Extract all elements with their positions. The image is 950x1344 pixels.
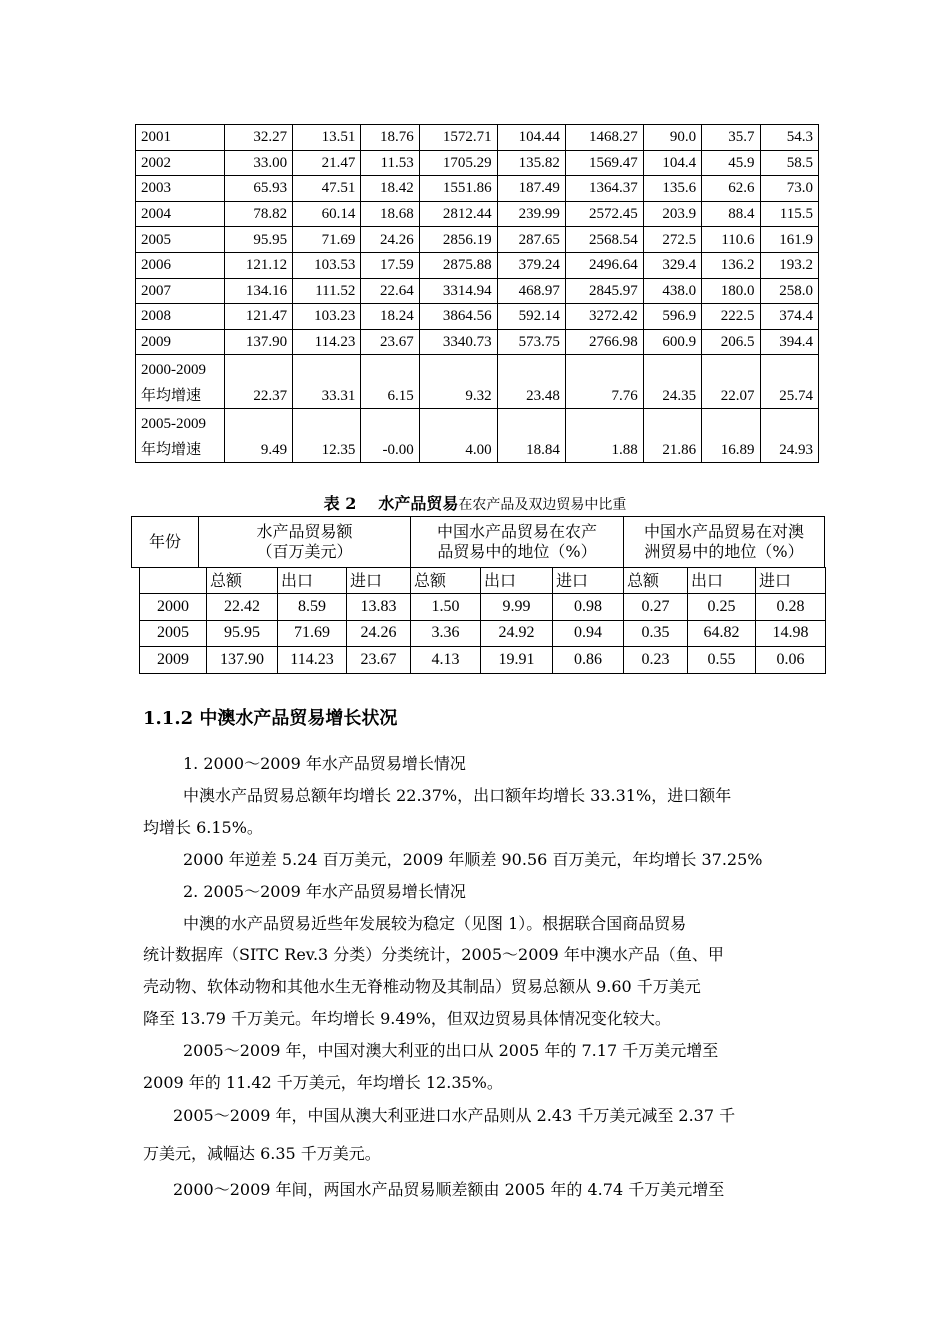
year-cell: 2009 [139, 646, 207, 674]
value-cell: 3864.56 [419, 304, 497, 330]
period-range: 2005-2009 [141, 416, 206, 433]
value-cell: 1.88 [565, 409, 643, 463]
value-cell: 71.69 [293, 227, 361, 253]
value-cell: 88.4 [702, 201, 760, 227]
value-cell: 25.74 [760, 355, 818, 409]
year-cell: 2008 [136, 304, 225, 330]
sub-header: 进口 [346, 567, 411, 594]
caption-bold: 水产品贸易 [378, 494, 459, 513]
value-cell: 115.5 [760, 201, 818, 227]
value-cell: 47.51 [293, 176, 361, 202]
value-cell: 0.27 [623, 593, 688, 621]
paragraph-line: 2005～2009 年，中国从澳大利亚进口水产品则从 2.43 千万美元减至 2.37 千 [173, 1106, 736, 1125]
sub-header: 进口 [755, 567, 826, 594]
value-cell: 62.6 [702, 176, 760, 202]
value-cell: 134.16 [225, 278, 293, 304]
value-cell: 19.91 [480, 646, 553, 674]
value-cell: 13.51 [293, 125, 361, 151]
value-cell: 13.83 [346, 593, 411, 621]
year-cell: 2005 [139, 620, 207, 648]
value-cell: 222.5 [702, 304, 760, 330]
year-cell: 2002 [136, 150, 225, 176]
value-cell: 24.26 [361, 227, 419, 253]
sub-header: 总额 [206, 567, 278, 594]
value-cell: 2845.97 [565, 278, 643, 304]
paragraph-line: 2000～2009 年间，两国水产品贸易顺差额由 2005 年的 4.74 千万美元增至 [173, 1180, 725, 1199]
value-cell: 0.25 [687, 593, 756, 621]
value-cell: 22.37 [225, 355, 293, 409]
period-cell [136, 409, 225, 463]
paragraph-line: 壳动物、软体动物和其他水生无脊椎动物及其制品）贸易总额从 9.60 千万美元 [143, 977, 701, 996]
period-label: 年均增速 [141, 440, 202, 459]
paragraph-line: 2000 年逆差 5.24 百万美元，2009 年顺差 90.56 百万美元，年均增长 37.25% [183, 850, 763, 869]
table-row [136, 304, 819, 330]
value-cell: 58.5 [760, 150, 818, 176]
value-cell: 239.99 [497, 201, 565, 227]
value-cell: 0.23 [623, 646, 688, 674]
value-cell: 54.3 [760, 125, 818, 151]
value-cell: 17.59 [361, 252, 419, 278]
value-cell: 9.99 [480, 593, 553, 621]
value-cell: 394.4 [760, 329, 818, 355]
value-cell: 23.67 [346, 646, 411, 674]
value-cell: 379.24 [497, 252, 565, 278]
value-cell: 2572.45 [565, 201, 643, 227]
value-cell: 0.06 [755, 646, 826, 674]
value-cell: 8.59 [277, 593, 347, 621]
value-cell: 0.28 [755, 593, 826, 621]
value-cell: 3340.73 [419, 329, 497, 355]
growth-row [136, 355, 819, 409]
value-cell: 438.0 [643, 278, 701, 304]
value-cell: 272.5 [643, 227, 701, 253]
value-cell: 1569.47 [565, 150, 643, 176]
year-cell: 2004 [136, 201, 225, 227]
value-cell: 73.0 [760, 176, 818, 202]
value-cell: 137.90 [225, 329, 293, 355]
table-row [136, 201, 819, 227]
value-cell: 135.82 [497, 150, 565, 176]
value-cell: 374.4 [760, 304, 818, 330]
value-cell: 45.9 [702, 150, 760, 176]
value-cell: 1364.37 [565, 176, 643, 202]
value-cell: 11.53 [361, 150, 419, 176]
value-cell: 103.53 [293, 252, 361, 278]
value-cell: 161.9 [760, 227, 818, 253]
value-cell: 95.95 [225, 227, 293, 253]
value-cell: 2496.64 [565, 252, 643, 278]
paragraph-line: 万美元，减幅达 6.35 千万美元。 [143, 1144, 381, 1163]
value-cell: 1551.86 [419, 176, 497, 202]
value-cell: 287.65 [497, 227, 565, 253]
value-cell: 110.6 [702, 227, 760, 253]
value-cell: 2812.44 [419, 201, 497, 227]
value-cell: 14.98 [755, 620, 826, 648]
year-cell: 2007 [136, 278, 225, 304]
empty-cell [139, 567, 207, 594]
value-cell: 0.98 [552, 593, 624, 621]
value-cell: 600.9 [643, 329, 701, 355]
paragraph-line: 统计数据库（SITC Rev.3 分类）分类统计，2005～2009 年中澳水产品（鱼、甲 [143, 945, 724, 964]
period-range: 2000-2009 [141, 362, 206, 379]
value-cell: 103.23 [293, 304, 361, 330]
table-row [136, 150, 819, 176]
paragraph-line: 2. 2005～2009 年水产品贸易增长情况 [183, 882, 466, 901]
value-cell: 24.93 [760, 409, 818, 463]
year-header: 年份 [131, 516, 199, 568]
period-label: 年均增速 [141, 386, 202, 405]
value-cell: 258.0 [760, 278, 818, 304]
paragraph-line: 中澳水产品贸易总额年均增长 22.37%，出口额年均增长 33.31%，进口额年 [183, 786, 732, 805]
table-row [136, 176, 819, 202]
value-cell: 135.6 [643, 176, 701, 202]
paragraph-line: 2009 年的 11.42 千万美元，年均增长 12.35%。 [143, 1073, 503, 1092]
value-cell: 23.67 [361, 329, 419, 355]
value-cell: 596.9 [643, 304, 701, 330]
value-cell: 33.31 [293, 355, 361, 409]
value-cell: 1.50 [410, 593, 481, 621]
value-cell: 21.86 [643, 409, 701, 463]
table-row [136, 278, 819, 304]
paragraph-line: 均增长 6.15%。 [143, 818, 263, 837]
value-cell: 2875.88 [419, 252, 497, 278]
value-cell: 9.32 [419, 355, 497, 409]
caption-rest: 在农产品及双边贸易中比重 [458, 497, 627, 513]
share-table [131, 516, 825, 672]
value-cell: 180.0 [702, 278, 760, 304]
value-cell: 24.35 [643, 355, 701, 409]
table-row [136, 252, 819, 278]
value-cell: 16.89 [702, 409, 760, 463]
value-cell: 21.47 [293, 150, 361, 176]
value-cell: 9.49 [225, 409, 293, 463]
year-cell: 2001 [136, 125, 225, 151]
sub-header: 总额 [410, 567, 481, 594]
value-cell: 2856.19 [419, 227, 497, 253]
period-cell [136, 355, 225, 409]
sub-header: 出口 [687, 567, 756, 594]
value-cell: 18.24 [361, 304, 419, 330]
value-cell: 3.36 [410, 620, 481, 648]
value-cell: 206.5 [702, 329, 760, 355]
group1-header: 水产品贸易额 （百万美元） [198, 516, 411, 568]
value-cell: 78.82 [225, 201, 293, 227]
year-cell: 2003 [136, 176, 225, 202]
value-cell: 6.15 [361, 355, 419, 409]
year-cell: 2009 [136, 329, 225, 355]
table-row [136, 227, 819, 253]
value-cell: 329.4 [643, 252, 701, 278]
value-cell: 121.47 [225, 304, 293, 330]
value-cell: 4.00 [419, 409, 497, 463]
value-cell: 4.13 [410, 646, 481, 674]
value-cell: 1572.71 [419, 125, 497, 151]
table2-caption [0, 494, 950, 515]
value-cell: 22.42 [206, 593, 278, 621]
value-cell: 24.26 [346, 620, 411, 648]
value-cell: 104.4 [643, 150, 701, 176]
paragraph-line: 2005～2009 年，中国对澳大利亚的出口从 2005 年的 7.17 千万美元增至 [183, 1041, 719, 1060]
value-cell: 2568.54 [565, 227, 643, 253]
value-cell: 203.9 [643, 201, 701, 227]
value-cell: 187.49 [497, 176, 565, 202]
value-cell: 0.35 [623, 620, 688, 648]
table-row [136, 329, 819, 355]
value-cell: 65.93 [225, 176, 293, 202]
value-cell: 104.44 [497, 125, 565, 151]
value-cell: 111.52 [293, 278, 361, 304]
value-cell: 136.2 [702, 252, 760, 278]
value-cell: -0.00 [361, 409, 419, 463]
value-cell: 32.27 [225, 125, 293, 151]
value-cell: 7.76 [565, 355, 643, 409]
value-cell: 60.14 [293, 201, 361, 227]
value-cell: 114.23 [293, 329, 361, 355]
sub-header: 出口 [277, 567, 347, 594]
value-cell: 90.0 [643, 125, 701, 151]
paragraph-line: 1. 2000～2009 年水产品贸易增长情况 [183, 754, 466, 773]
year-cell: 2000 [139, 593, 207, 621]
value-cell: 12.35 [293, 409, 361, 463]
sub-header: 总额 [623, 567, 688, 594]
value-cell: 121.12 [225, 252, 293, 278]
table-row [136, 125, 819, 151]
value-cell: 3314.94 [419, 278, 497, 304]
value-cell: 22.07 [702, 355, 760, 409]
value-cell: 18.84 [497, 409, 565, 463]
growth-row [136, 409, 819, 463]
value-cell: 1705.29 [419, 150, 497, 176]
value-cell: 35.7 [702, 125, 760, 151]
caption-label: 表 2 [323, 494, 357, 513]
value-cell: 24.92 [480, 620, 553, 648]
value-cell: 0.55 [687, 646, 756, 674]
sub-header: 进口 [552, 567, 624, 594]
year-cell: 2006 [136, 252, 225, 278]
paragraph-line: 降至 13.79 千万美元。年均增长 9.49%，但双边贸易具体情况变化较大。 [143, 1009, 671, 1028]
value-cell: 22.64 [361, 278, 419, 304]
section-heading: 1.1.2 中澳水产品贸易增长状况 [143, 708, 398, 729]
paragraph-line: 中澳的水产品贸易近些年发展较为稳定（见图 1）。根据联合国商品贸易 [183, 914, 687, 933]
value-cell: 592.14 [497, 304, 565, 330]
value-cell: 2766.98 [565, 329, 643, 355]
group3-header: 中国水产品贸易在对澳 洲贸易中的地位（%） [623, 516, 825, 568]
value-cell: 193.2 [760, 252, 818, 278]
value-cell: 18.76 [361, 125, 419, 151]
value-cell: 0.94 [552, 620, 624, 648]
trade-data-table [135, 124, 819, 463]
value-cell: 18.68 [361, 201, 419, 227]
year-cell: 2005 [136, 227, 225, 253]
value-cell: 0.86 [552, 646, 624, 674]
value-cell: 1468.27 [565, 125, 643, 151]
value-cell: 468.97 [497, 278, 565, 304]
value-cell: 114.23 [277, 646, 347, 674]
value-cell: 95.95 [206, 620, 278, 648]
value-cell: 33.00 [225, 150, 293, 176]
sub-header: 出口 [480, 567, 553, 594]
value-cell: 64.82 [687, 620, 756, 648]
value-cell: 573.75 [497, 329, 565, 355]
value-cell: 3272.42 [565, 304, 643, 330]
value-cell: 71.69 [277, 620, 347, 648]
value-cell: 23.48 [497, 355, 565, 409]
value-cell: 18.42 [361, 176, 419, 202]
value-cell: 137.90 [206, 646, 278, 674]
group2-header: 中国水产品贸易在农产 品贸易中的地位（%） [410, 516, 624, 568]
